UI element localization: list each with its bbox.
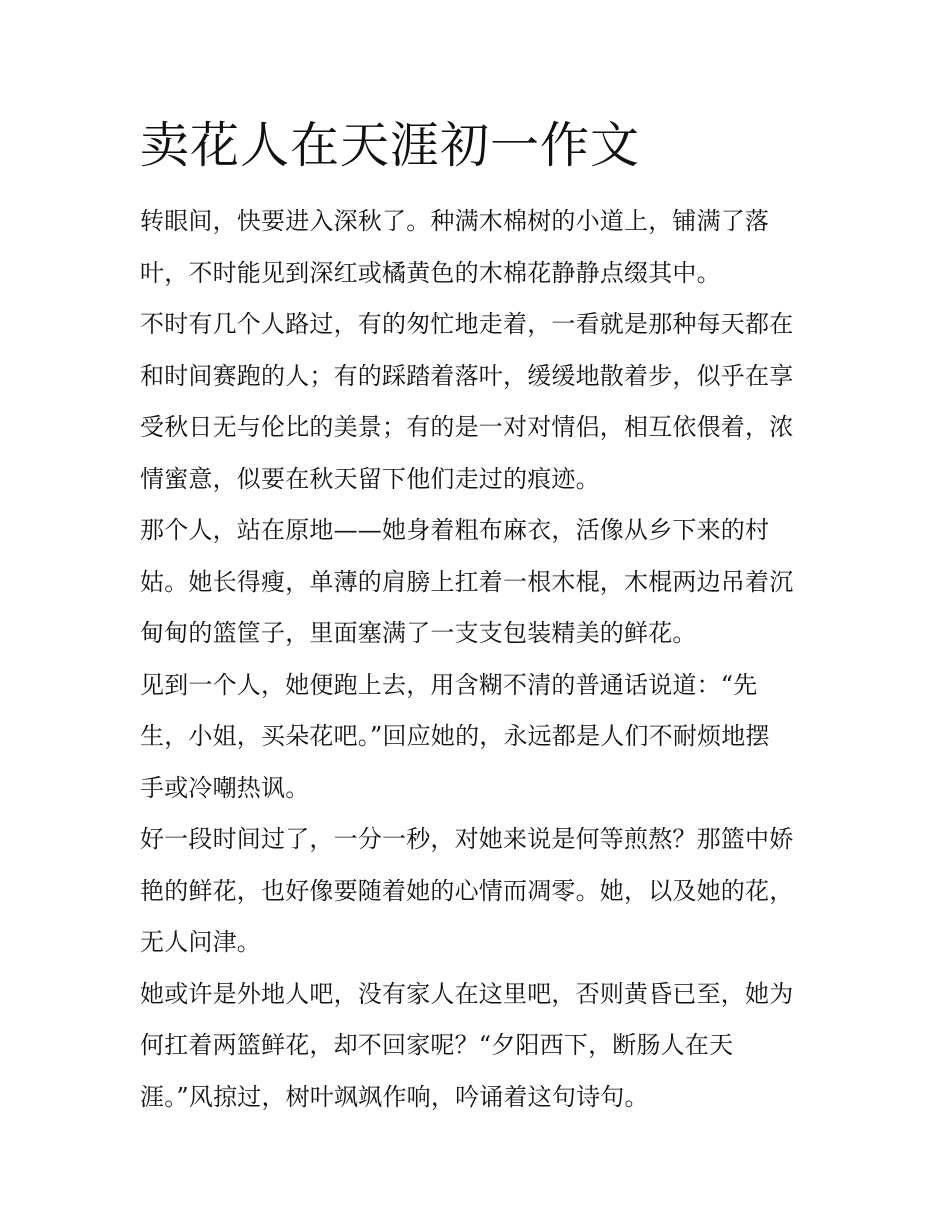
text-line: 见到一个人，她便跑上去，用含糊不清的普通话说道：“先 — [140, 670, 758, 699]
text-line: 和时间赛跑的人；有的踩踏着落叶，缓缓地散着步，似乎在享 — [140, 361, 794, 390]
text-line: 好一段时间过了，一分一秒，对她来说是何等煎熬？那篮中娇 — [140, 825, 794, 853]
text-line: 不时有几个人路过，有的匆忙地走着，一看就是那种每天都在 — [140, 310, 794, 338]
document-body — [140, 196, 820, 1123]
text-line: 情蜜意，似要在秋天留下他们走过的痕迹。 — [140, 464, 600, 493]
text-line: 姑。她长得瘦，单薄的肩膀上扛着一根木棍，木棍两边吊着沉 — [140, 567, 794, 596]
text-line: 那个人，站在原地——她身着粗布麻衣，活像从乡下来的村 — [140, 516, 770, 544]
text-line: 艳的鲜花，也好像要随着她的心情而凋零。她，以及她的花， — [140, 876, 794, 905]
text-line: 转眼间，快要进入深秋了。种满木棉树的小道上，铺满了落 — [140, 207, 770, 235]
text-line: 受秋日无与伦比的美景；有的是一对对情侣，相互依偎着，浓 — [140, 413, 794, 441]
text-line: 生，小姐，买朵花吧。”回应她的，永远都是人们不耐烦地摆 — [140, 722, 770, 750]
text-line: 手或冷嘲热讽。 — [140, 773, 310, 802]
text-line: 甸甸的篮筐子，里面塞满了一支支包装精美的鲜花。 — [140, 619, 697, 647]
text-line: 她或许是外地人吧，没有家人在这里吧，否则黄昏已至，她为 — [140, 979, 794, 1008]
text-line: 无人问津。 — [140, 928, 261, 956]
document-title: 卖花人在天涯初一作文 — [140, 117, 641, 174]
document-page — [140, 110, 820, 1123]
text-line: 叶，不时能见到深红或橘黄色的木棉花静静点缀其中。 — [140, 258, 721, 287]
text-line: 涯。”风掠过，树叶飒飒作响，吟诵着这句诗句。 — [140, 1082, 649, 1111]
text-line: 何扛着两篮鲜花，却不回家呢？“夕阳西下，断肠人在天 — [140, 1031, 734, 1059]
